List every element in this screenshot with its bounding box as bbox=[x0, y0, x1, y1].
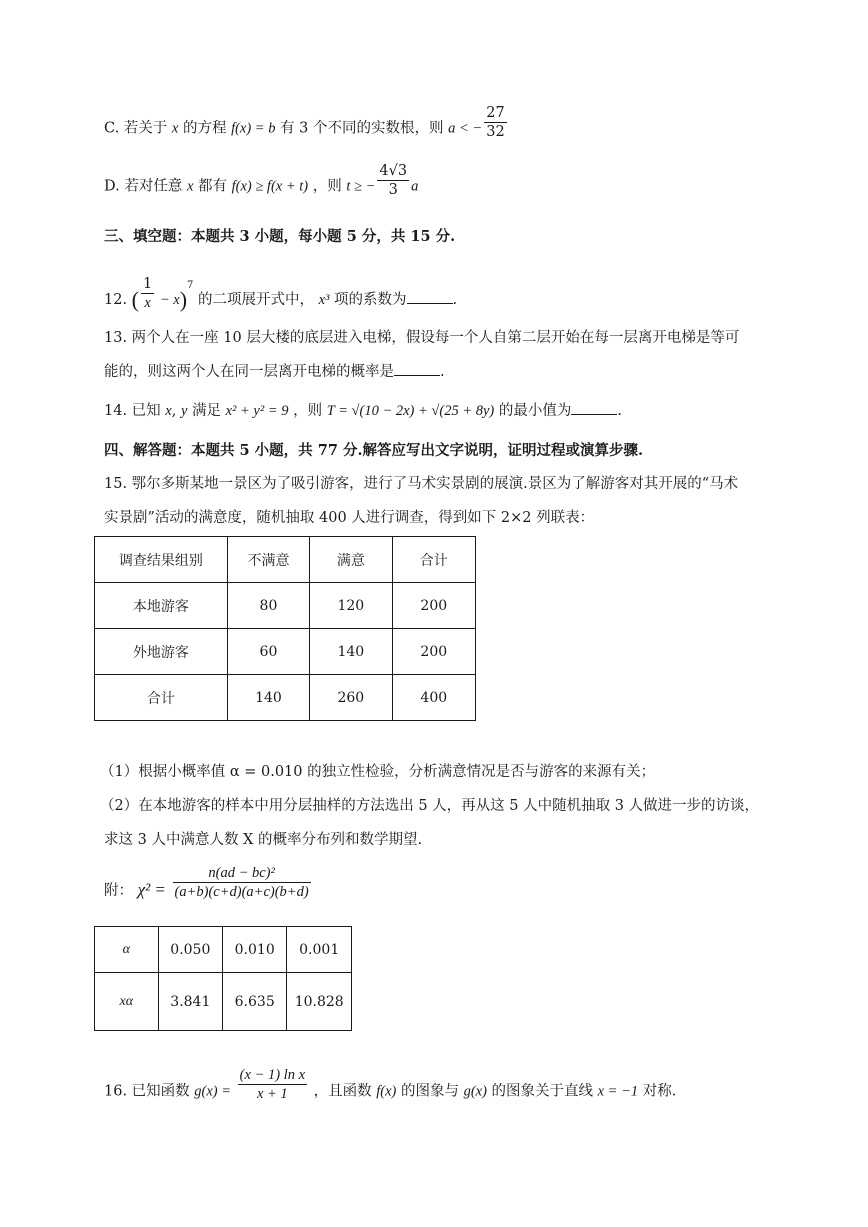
table-cell: 0.010 bbox=[223, 927, 287, 973]
table-header-cell: 不满意 bbox=[227, 537, 309, 583]
table-cell: 本地游客 bbox=[95, 583, 228, 629]
q16-text-5: 对称. bbox=[642, 1083, 677, 1100]
contingency-table bbox=[94, 536, 476, 721]
question-16 bbox=[104, 1067, 677, 1103]
q16-symmetry-line: x = −1 bbox=[597, 1083, 639, 1100]
critical-value-table bbox=[94, 926, 352, 1031]
table-cell: 200 bbox=[392, 629, 475, 675]
q14-equation: x² + y² = 9 bbox=[225, 403, 289, 419]
table-cell: xα bbox=[95, 973, 159, 1031]
section-3-title: 三、填空题：本题共 3 小题，每小题 5 分，共 15 分. bbox=[104, 228, 456, 245]
q13-end: . bbox=[440, 364, 445, 380]
q16-gx: g(x) bbox=[463, 1083, 487, 1100]
option-c-label: C. 若关于 bbox=[104, 120, 168, 137]
table-cell: 200 bbox=[392, 583, 475, 629]
option-d bbox=[104, 163, 419, 199]
q12-text: 的二项展开式中， bbox=[198, 292, 315, 308]
table-header-cell: 合计 bbox=[392, 537, 475, 583]
option-d-fraction bbox=[377, 162, 409, 199]
fraction-denominator: 3 bbox=[388, 182, 398, 198]
fraction-denominator: (a+b)(c+d)(a+c)(b+d) bbox=[174, 883, 309, 900]
q12-end: . bbox=[452, 292, 458, 308]
q14-text: 满足 bbox=[191, 403, 221, 419]
question-13-line-2 bbox=[104, 361, 445, 382]
q16-text-3: 的图象与 bbox=[400, 1083, 459, 1100]
option-c-condition: a < − bbox=[448, 120, 483, 137]
table-cell: 120 bbox=[310, 583, 392, 629]
option-d-equation: f(x) ≥ f(x + t) bbox=[231, 178, 309, 195]
question-15-part-2-line-1: （2）在本地游客的样本中用分层抽样的方法选出 5 人，再从这 5 人中随机抽取 3 人做进一步的访谈， bbox=[100, 798, 760, 814]
question-15-part-1: （1）根据小概率值 α = 0.010 的独立性检验，分析满意情况是否与游客的来源有关； bbox=[100, 764, 656, 780]
fraction-numerator: 27 bbox=[486, 105, 505, 121]
question-14: 14. 已知 x, y 满足 x² + y² = 9 ，则 T = √(10 − 2x) + √(25 + 8y) 的最小值为 . bbox=[104, 400, 622, 421]
q14-text-2: ，则 bbox=[293, 403, 323, 419]
table-cell: 400 bbox=[392, 675, 475, 721]
table-cell: 80 bbox=[227, 583, 309, 629]
option-c bbox=[104, 105, 509, 141]
q16-text-4: 的图象关于直线 bbox=[491, 1083, 594, 1100]
answer-blank[interactable] bbox=[394, 361, 440, 376]
table-row bbox=[95, 973, 352, 1031]
option-c-equation: f(x) = b bbox=[231, 120, 276, 137]
variable-x: x bbox=[165, 403, 172, 419]
table-row bbox=[95, 675, 476, 721]
table-row bbox=[95, 927, 352, 973]
table-cell: α bbox=[95, 927, 159, 973]
appendix-label: 附： bbox=[104, 883, 133, 899]
table-header-row bbox=[95, 537, 476, 583]
table-header-cell: 调查结果组别 bbox=[95, 537, 228, 583]
paren-open: ( bbox=[131, 287, 139, 312]
table-cell: 260 bbox=[310, 675, 392, 721]
table-cell: 6.635 bbox=[223, 973, 287, 1031]
table-row bbox=[95, 629, 476, 675]
table-cell: 140 bbox=[310, 629, 392, 675]
option-d-condition: t ≥ − bbox=[346, 178, 376, 195]
answer-blank[interactable] bbox=[407, 289, 453, 304]
q14-expression: T = √(10 − 2x) + √(25 + 8y) bbox=[326, 403, 495, 419]
question-number: 14. 已知 bbox=[104, 403, 161, 419]
variable-y: y bbox=[180, 403, 188, 419]
option-d-text-2: ，则 bbox=[312, 178, 342, 195]
table-cell: 60 bbox=[227, 629, 309, 675]
section-4-title: 四、解答题：本题共 5 小题，共 77 分.解答应写出文字说明，证明过程或演算步骤. bbox=[104, 442, 644, 459]
paren-close: ) bbox=[179, 287, 188, 312]
table-cell: 合计 bbox=[95, 675, 228, 721]
fraction-numerator: 4√3 bbox=[379, 163, 408, 179]
option-d-text: 都有 bbox=[197, 178, 227, 195]
q16-fraction bbox=[238, 1066, 307, 1103]
question-13-line-1: 13. 两个人在一座 10 层大楼的底层进入电梯，假设每一个人自第二层开始在每一层离开电梯是等可 bbox=[104, 330, 740, 346]
q16-fx: f(x) bbox=[376, 1083, 397, 1100]
q12-exponent: 7 bbox=[187, 280, 194, 291]
q16-text-2: ，且函数 bbox=[313, 1083, 372, 1100]
q13-text: 能的，则这两个人在同一层离开电梯的概率是 bbox=[104, 364, 394, 380]
q12-minus-x: − x bbox=[156, 292, 180, 308]
appendix-formula bbox=[104, 864, 313, 901]
table-cell: 外地游客 bbox=[95, 629, 228, 675]
q14-text-3: 的最小值为 bbox=[498, 403, 572, 419]
q14-end: . bbox=[617, 403, 622, 419]
table-row bbox=[95, 583, 476, 629]
fraction-numerator: n(ad − bc)² bbox=[173, 864, 311, 883]
table-cell: 0.001 bbox=[287, 927, 352, 973]
question-15-line-2: 实景剧”活动的满意度，随机抽取 400 人进行调查，得到如下 2×2 列联表： bbox=[104, 510, 595, 526]
question-number: 12. bbox=[104, 292, 128, 308]
question-12 bbox=[104, 276, 457, 312]
option-c-text-2: 有 3 个不同的实数根，则 bbox=[280, 120, 444, 137]
table-header-cell: 满意 bbox=[310, 537, 392, 583]
table-cell: 0.050 bbox=[158, 927, 222, 973]
table-cell: 140 bbox=[227, 675, 309, 721]
option-d-tail: a bbox=[411, 178, 419, 195]
q12-term: x³ bbox=[318, 292, 330, 308]
chi-square-symbol: χ² = bbox=[137, 880, 166, 899]
answer-blank[interactable] bbox=[571, 400, 617, 415]
option-c-text: 的方程 bbox=[182, 120, 227, 137]
question-15-part-2-line-2: 求这 3 人中满意人数 X 的概率分布列和数学期望. bbox=[104, 832, 423, 848]
question-15-line-1: 15. 鄂尔多斯某地一景区为了吸引游客，进行了马术实景剧的展演.景区为了解游客对其开展的“马术 bbox=[104, 476, 739, 492]
q16-text: 16. 已知函数 bbox=[104, 1083, 190, 1100]
q12-fraction: $\frac{1}{x}$ bbox=[143, 275, 153, 311]
variable-x: x bbox=[171, 120, 179, 137]
variable-x: x bbox=[186, 178, 194, 195]
table-cell: 3.841 bbox=[158, 973, 222, 1031]
fraction-denominator: x + 1 bbox=[256, 1086, 288, 1102]
table-cell: 10.828 bbox=[287, 973, 352, 1031]
chi-square-fraction bbox=[173, 864, 311, 901]
q12-text-2: 项的系数为 bbox=[334, 292, 407, 308]
option-c-fraction bbox=[484, 104, 506, 141]
fraction-numerator: (x − 1) ln x bbox=[239, 1067, 305, 1083]
option-d-label: D. 若对任意 bbox=[104, 178, 183, 195]
fraction-denominator: 32 bbox=[486, 124, 505, 140]
q16-function-lhs: g(x) = bbox=[194, 1083, 232, 1100]
